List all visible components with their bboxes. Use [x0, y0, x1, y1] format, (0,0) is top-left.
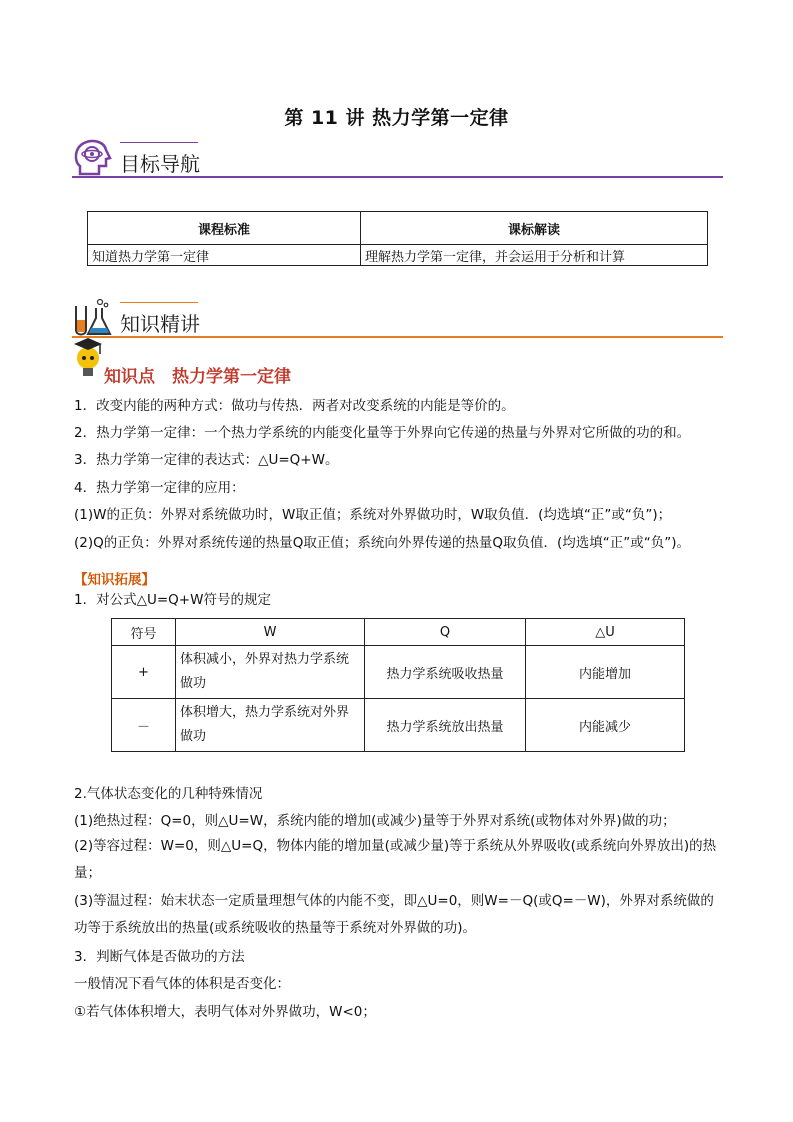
paragraph: 1．改变内能的两种方式：做功与传热．两者对改变系统的内能是等价的。: [74, 398, 515, 414]
sign-table-cell: 内能减少: [526, 699, 685, 752]
section-header-goal: [72, 138, 723, 178]
brain-lightbulb-icon: [72, 138, 114, 178]
case-paragraph: (3)等温过程：始末状态一定质量理想气体的内能不变，即△U=0，则W=－Q(或Q=－W)，外界对系统做的功等于系统放出的热量(或系统吸收的热量等于系统对外界做的功)。: [74, 893, 714, 936]
goal-table-header: 课标解读: [361, 212, 708, 245]
paragraph: 2．热力学第一定律：一个热力学系统的内能变化量等于外界向它传递的热量与外界对它所做的功的和。: [74, 425, 691, 441]
sign-table-cell: －: [112, 699, 176, 752]
sign-table-cell: 热力学系统放出热量: [365, 699, 526, 752]
knowledge-point-label: 知识点 热力学第一定律: [104, 367, 291, 387]
extension-item-1: 1．对公式△U=Q+W符号的规定: [74, 592, 271, 608]
lab-flasks-icon: [72, 298, 114, 338]
paragraph: 一般情况下看气体的体积是否变化：: [74, 976, 290, 992]
goal-table-cell: 知道热力学第一定律: [88, 245, 361, 266]
paragraph: (2)Q的正负：外界对系统传递的热量Q取正值；系统向外界传递的热量Q取负值．(均选填“正”或“负”)。: [74, 535, 691, 551]
paragraph: 4．热力学第一定律的应用：: [74, 480, 245, 496]
goal-table-cell: 理解热力学第一定律，并会运用于分析和计算: [361, 245, 708, 266]
goal-table-header: 课程标准: [88, 212, 361, 245]
section-label-knowledge: 知识精讲: [120, 312, 200, 336]
extension-item-3: 3．判断气体是否做功的方法: [74, 949, 245, 965]
case-paragraph: (2)等容过程：W=0，则△U=Q，物体内能的增加量(或减少量)等于系统从外界吸收(或系统向外界放出)的热量；: [74, 838, 717, 881]
paragraph: (1)W的正负：外界对系统做功时，W取正值；系统对外界做功时，W取负值．(均选填“正”或“负”)；: [74, 507, 672, 523]
section-header-knowledge: [72, 298, 723, 338]
knowledge-point-heading: [72, 336, 372, 387]
section-label-goal: 目标导航: [120, 152, 200, 176]
goal-table: [87, 211, 708, 266]
extension-label: 【知识拓展】: [74, 572, 155, 588]
section-rule: [72, 176, 723, 178]
sign-table-cell: 体积减小，外界对热力学系统做功: [176, 646, 365, 699]
paragraph: 3．热力学第一定律的表达式：△U=Q+W。: [74, 452, 339, 468]
sign-table-header: △U: [526, 619, 685, 646]
sign-table-cell: +: [112, 646, 176, 699]
sign-table-header: 符号: [112, 619, 176, 646]
extension-item-2: 2.气体状态变化的几种特殊情况: [74, 786, 263, 802]
sign-table-header: Q: [365, 619, 526, 646]
sign-table-cell: 内能增加: [526, 646, 685, 699]
sign-convention-table: [111, 618, 685, 752]
sign-table-cell: 热力学系统吸收热量: [365, 646, 526, 699]
sign-table-header: W: [176, 619, 365, 646]
page-title: 第 11 讲 热力学第一定律: [284, 107, 509, 129]
sign-table-cell: 体积增大，热力学系统对外界做功: [176, 699, 365, 752]
paragraph: ①若气体体积增大，表明气体对外界做功，W<0；: [74, 1004, 376, 1020]
graduation-bulb-icon: [72, 336, 106, 382]
case-paragraph: (1)绝热过程：Q=0，则△U=W，系统内能的增加(或减少)量等于外界对系统(或物体对外界)做的功；: [74, 813, 676, 829]
